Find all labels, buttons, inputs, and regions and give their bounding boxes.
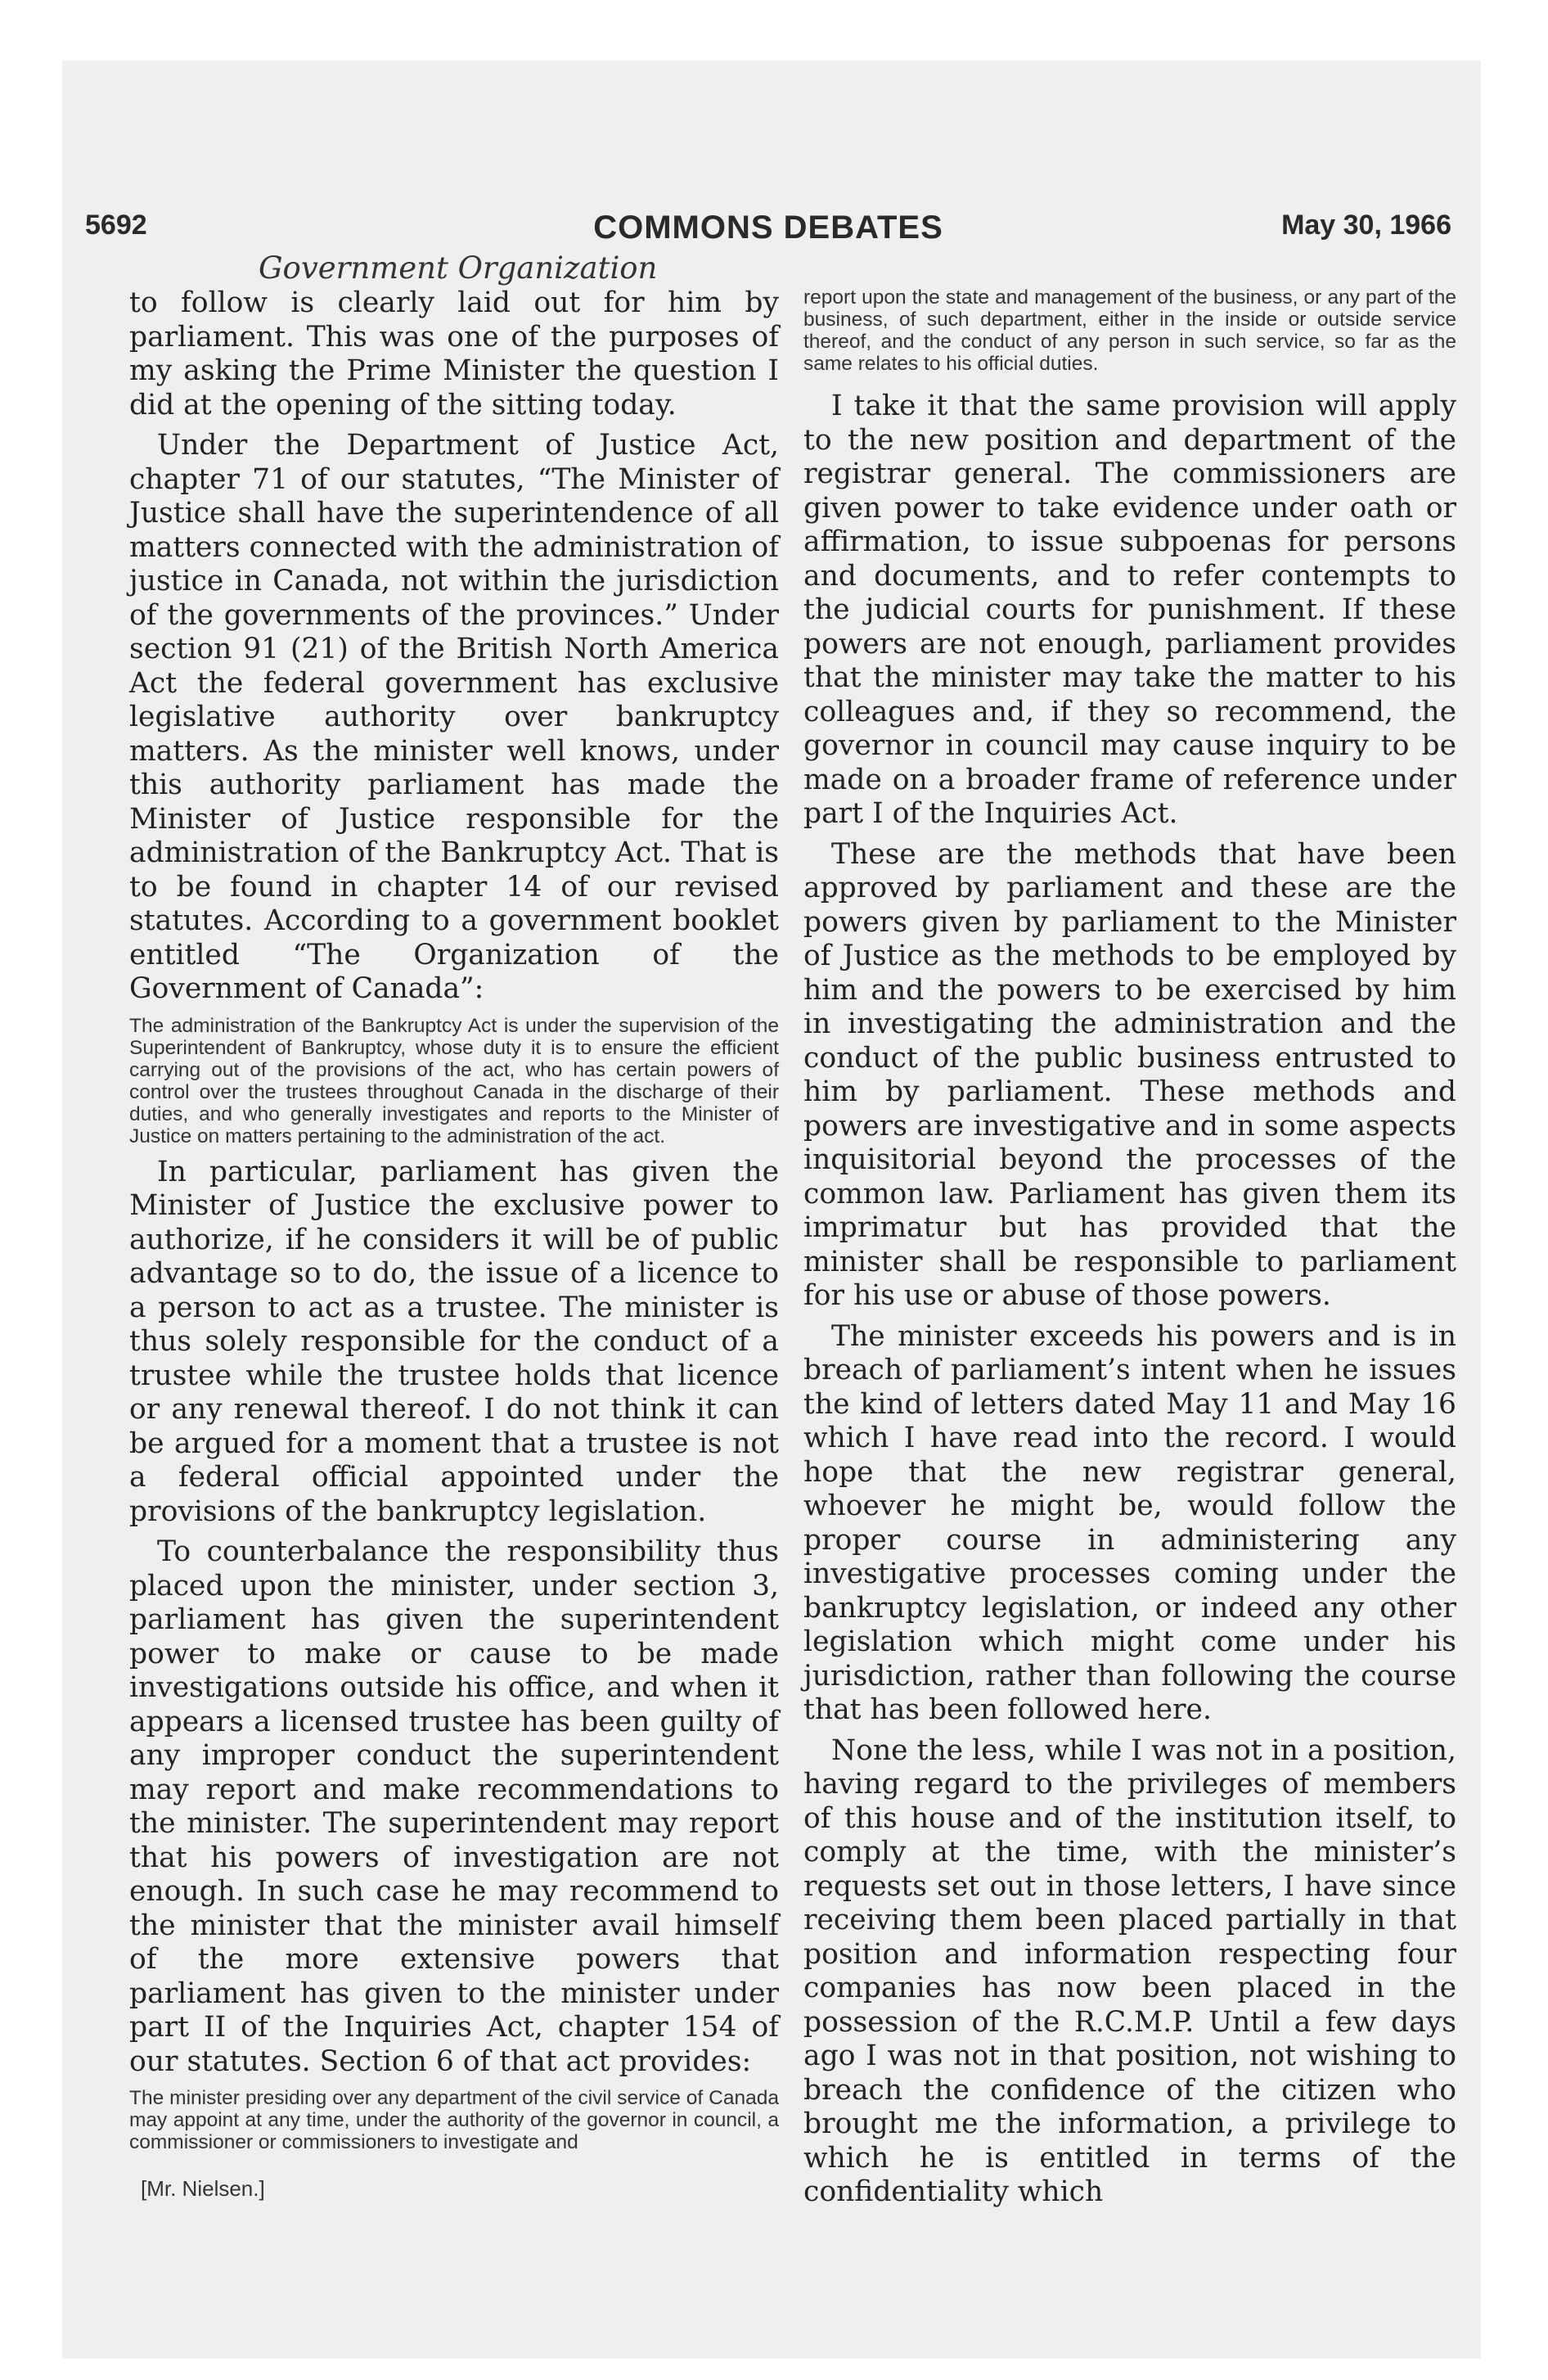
publication-title: COMMONS DEBATES: [593, 210, 943, 246]
paragraph: Under the Department of Justice Act, chapter 71 of our statutes, “The Minister of Justice shall have the superintendence of all matters connected with the administration of justice in Canada, not within the jurisdiction of the governments of the provinces.” Under section 91 (21) of the British North America Act the federal government has exclusive legislative authority over bankruptcy matters. As the minister well knows, under this authority parliament has made the Minister of Justice responsible for the administration of the Bankruptcy Act. That is to be found in chapter 14 of our revised statutes. According to a government booklet entitled “The Organization of the Government of Canada”:: [129, 429, 779, 1005]
left-column: [129, 286, 779, 2202]
block-quote: The minister presiding over any department of the civil service of Canada may appoint at any time, under the authority of the governor in council, a commissioner or commissioners to investigate and: [129, 2087, 779, 2153]
paragraph: To counterbalance the responsibility thus placed upon the minister, under section 3, parliament has given the superintendent power to make or cause to be made investigations outside his office, and when it appears a licensed trustee has been guilty of any improper conduct the superintendent may report and make recommendations to the minister. The superintendent may report that his powers of investigation are not enough. In such case he may recommend to the minister that the minister avail himself of the more extensive powers that parliament has given to the minister under part II of the Inquiries Act, chapter 154 of our statutes. Section 6 of that act provides:: [129, 1535, 779, 2078]
paragraph: to follow is clearly laid out for him by parliament. This was one of the purposes of my asking the Prime Minister the question I did at the opening of the sitting today.: [129, 286, 779, 421]
publication-date: May 30, 1966: [1281, 210, 1451, 241]
paragraph: These are the methods that have been approved by parliament and these are the powers given by parliament to the Minister of Justice as the methods to be employed by him and the powers to be exercised by him in investigating the administration and the conduct of the public business entrusted to him by parliament. These methods and powers are investigative and in some aspects inquisitorial beyond the processes of the common law. Parliament has given them its imprimatur but has provided that the minister shall be responsible to parliament for his use or abuse of those powers.: [803, 837, 1456, 1312]
block-quote-continued: report upon the state and management of the business, or any part of the business, of such department, either in the inside or outside service thereof, and the conduct of any person in such service, so far as the same relates to his official duties.: [803, 286, 1456, 375]
page-header: [85, 210, 1451, 252]
section-heading: Government Organization: [259, 250, 658, 286]
paragraph: The minister exceeds his powers and is in breach of parliament’s intent when he issues the kind of letters dated May 11 and May 16 which I have read into the record. I would hope that the new registrar general, whoever he might be, would follow the proper course in administering any investigative processes coming under the bankruptcy legislation, or indeed any other legislation which might come under his jurisdiction, rather than following the course that has been followed here.: [803, 1319, 1456, 1726]
paragraph: I take it that the same provision will apply to the new position and department of the registrar general. The commissioners are given power to take evidence under oath or affirmation, to issue subpoenas for persons and documents, and to refer contempts to the judicial courts for punishment. If these powers are not enough, parliament provides that the minister may take the matter to his colleagues and, if they so recommend, the governor in council may cause inquiry to be made on a broader frame of reference under part I of the Inquiries Act.: [803, 390, 1456, 830]
right-column: [803, 286, 1456, 2210]
paragraph: None the less, while I was not in a position, having regard to the privileges of members of this house and of the institution itself, to comply at the time, with the minister’s requests set out in those letters, I have since receiving them been placed partially in that position and information respecting four companies has now been placed in the possession of the R.C.M.P. Until a few days ago I was not in that position, not wishing to breach the confidence of the citizen who brought me the information, a privilege to which he is entitled in terms of the confidentiality which: [803, 1733, 1456, 2208]
page-number: 5692: [85, 210, 147, 241]
block-quote: The administration of the Bankruptcy Act is under the supervision of the Superintendent of Bankruptcy, whose duty it is to ensure the efficient carrying out of the provisions of the act, who has certain powers of control over the trustees throughout Canada in the discharge of their duties, and who generally investigates and reports to the Minister of Justice on matters pertaining to the administration of the act.: [129, 1014, 779, 1147]
paragraph: In particular, parliament has given the Minister of Justice the exclusive power to authorize, if he considers it will be of public advantage so to do, the issue of a licence to a person to act as a trustee. The minister is thus solely responsible for the conduct of a trustee while the trustee holds that licence or any renewal thereof. I do not think it can be argued for a moment that a trustee is not a federal official appointed under the provisions of the bankruptcy legislation.: [129, 1155, 779, 1528]
speaker-attribution: [Mr. Nielsen.]: [141, 2176, 265, 2201]
